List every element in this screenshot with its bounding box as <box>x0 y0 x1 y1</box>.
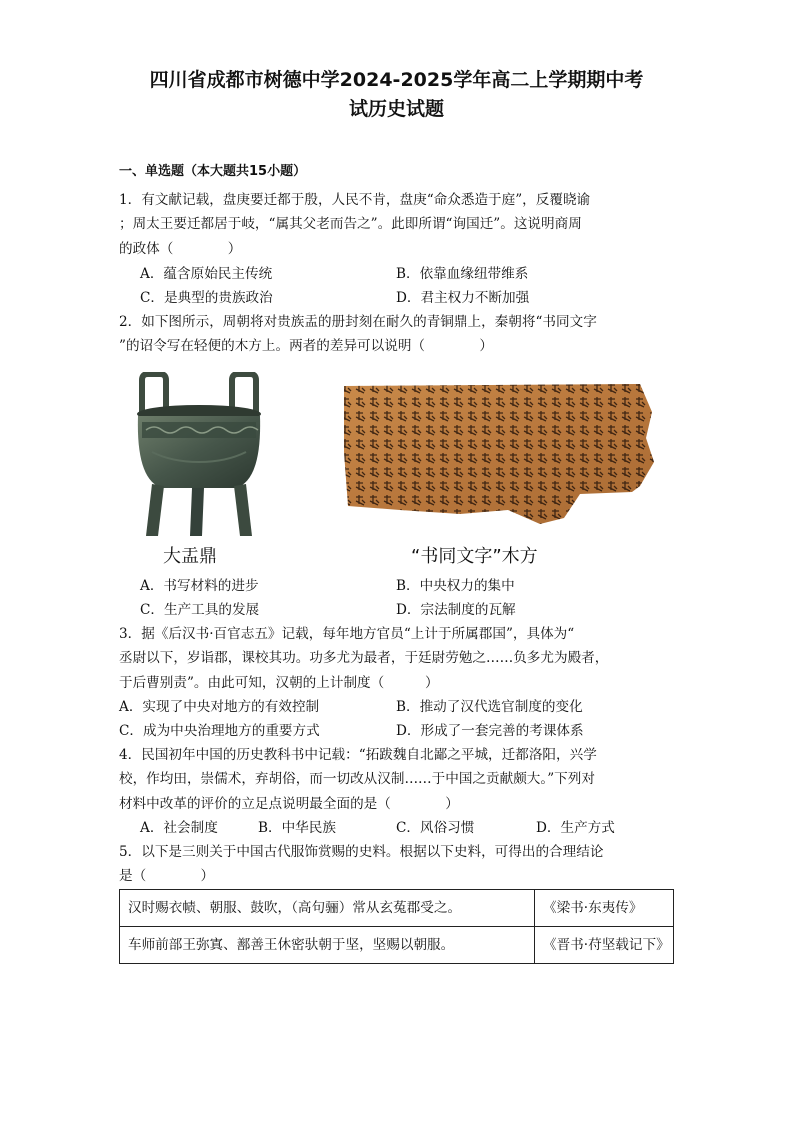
q2-option-d[interactable]: D．宗法制度的瓦解 <box>396 602 516 618</box>
stem-line: ；周太王要迁都居于岐，“属其父老而告之”。此即所谓“询国迁”。这说明商周 <box>119 216 582 233</box>
section-heading: 一、单选题（本大题共15小题） <box>119 164 307 179</box>
stem-line: 校，作均田，崇儒术，弃胡俗，而一切改从汉制……于中国之贡献颇大。”下列对 <box>119 771 595 788</box>
stem-line: 2．如下图所示，周朝将对贵族盂的册封刻在耐久的青铜鼎上，秦朝将“书同文字 <box>119 314 597 330</box>
q1-option-d[interactable]: D．君主权力不断加强 <box>396 290 530 306</box>
stem-line: 丞尉以下，岁诣郡，课校其功。功多尤为最者，于廷尉劳勉之……负多尤为殿者， <box>119 650 609 667</box>
q3-option-d[interactable]: D．形成了一套完善的考课体系 <box>396 723 584 739</box>
q1-option-a[interactable]: A．蕴含原始民主传统 <box>140 266 273 282</box>
stem-line: ”的诏令写在轻便的木方上。两者的差异可以说明（ ） <box>119 338 493 355</box>
question-3-stem <box>119 622 674 695</box>
source-text: 汉时赐衣帻、朝服、鼓吹，（高句骊）常从玄菟郡受之。 <box>120 890 535 927</box>
ding-caption: 大盂鼎 <box>163 546 217 567</box>
stem-line: 4．民国初年中国的历史教科书中记载：“拓跋魏自北鄙之平城，迁都洛阳，兴学 <box>119 747 597 763</box>
page-title <box>100 66 693 124</box>
wooden-tablet-image <box>340 382 658 530</box>
tablet-caption: “书同文字”木方 <box>411 546 538 567</box>
source-text: 车师前部王弥寘、鄯善王休密驮朝于坚，坚赐以朝服。 <box>120 927 535 964</box>
stem-line: 的政体（ ） <box>119 240 242 257</box>
source-citation: 《梁书·东夷传》 <box>535 890 674 927</box>
q3-option-a[interactable]: A．实现了中央对地方的有效控制 <box>119 699 320 715</box>
q4-option-c[interactable]: C．风俗习惯 <box>396 820 475 836</box>
question-5-stem <box>119 840 674 889</box>
q2-option-a[interactable]: A．书写材料的进步 <box>140 578 259 594</box>
source-citation: 《晋书·苻坚载记下》 <box>535 927 674 964</box>
q2-option-b[interactable]: B．中央权力的集中 <box>396 578 515 594</box>
q3-option-c[interactable]: C．成为中央治理地方的重要方式 <box>119 723 320 739</box>
title-line-2: 试历史试题 <box>348 98 444 120</box>
question-4-stem <box>119 743 674 816</box>
stem-line: 于后曹别责”。由此可知，汉朝的上计制度（ ） <box>119 674 439 691</box>
stem-line: 材料中改革的评价的立足点说明最全面的是（ ） <box>119 795 459 812</box>
question-1-stem <box>119 188 674 261</box>
stem-line: 5．以下是三则关于中国古代服饰赏赐的史料。根据以下史料，可得出的合理结论 <box>119 844 604 860</box>
q4-option-d[interactable]: D．生产方式 <box>536 820 615 836</box>
q1-option-b[interactable]: B．依靠血缘纽带维系 <box>396 266 529 282</box>
title-line-1: 四川省成都市树德中学2024-2025学年高二上学期期中考 <box>149 69 644 91</box>
stem-line: 3．据《后汉书·百官志五》记载，每年地方官员“上计于所属郡国”，具体为“ <box>119 626 575 642</box>
q4-option-a[interactable]: A．社会制度 <box>140 820 218 836</box>
stem-line: 1．有文献记载，盘庚要迁都于殷，人民不肯，盘庚“命众悉造于庭”，反覆晓谕 <box>119 192 591 208</box>
stem-line: 是（ ） <box>119 868 215 885</box>
source-table <box>119 889 674 964</box>
question-2-stem <box>119 310 674 359</box>
table-row <box>120 927 674 964</box>
q1-option-c[interactable]: C．是典型的贵族政治 <box>140 290 273 306</box>
table-row <box>120 890 674 927</box>
q2-option-c[interactable]: C．生产工具的发展 <box>140 602 260 618</box>
q4-option-b[interactable]: B．中华民族 <box>258 820 336 836</box>
bronze-ding-image <box>132 372 266 538</box>
q3-option-b[interactable]: B．推动了汉代选官制度的变化 <box>396 699 583 715</box>
